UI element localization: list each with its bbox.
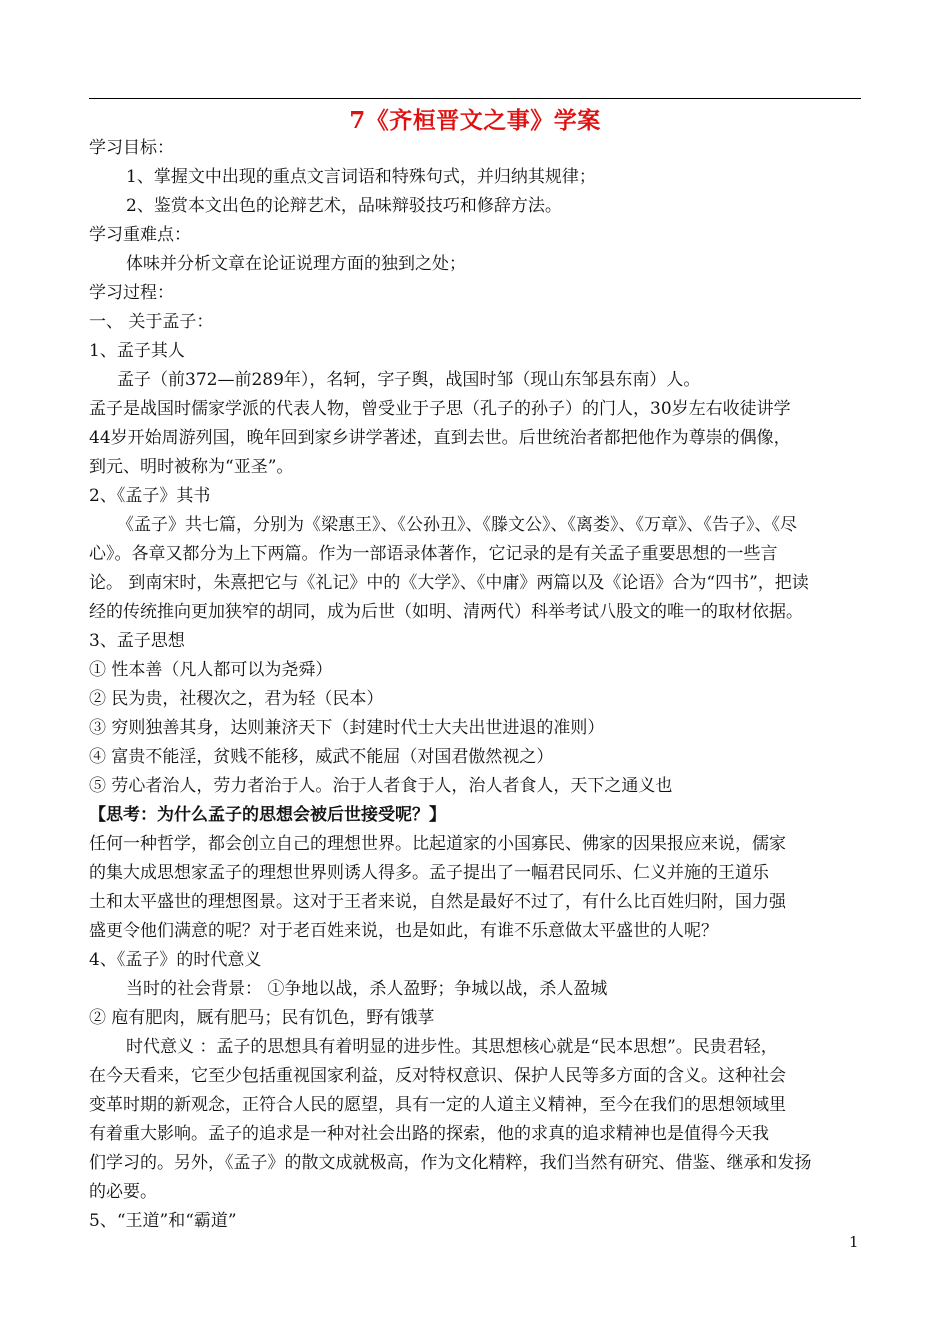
thought-item-5: ⑤ 劳心者治人，劳力者治于人。治于人者食于人，治人者食人，天下之通义也 — [89, 776, 673, 796]
thought-item-1: ① 性本善（凡人都可以为尧舜） — [89, 660, 333, 680]
paragraph-line: 经的传统推向更加狭窄的胡同，成为后世（如明、清两代）科举考试八股文的唯一的取材依据。 — [89, 602, 803, 622]
section-heading-process: 学习过程： — [89, 283, 174, 303]
paragraph-line: 在今天看来，它至少包括重视国家利益，反对特权意识、保护人民等多方面的含义。这种社会 — [89, 1066, 786, 1086]
objective-1: 1、掌握文中出现的重点文言词语和特殊句式，并归纳其规律； — [126, 167, 596, 187]
thought-item-2: ② 民为贵，社稷次之，君为轻（民本） — [89, 689, 384, 709]
thought-item-4: ④ 富贵不能淫，贫贱不能移，威武不能屈（对国君傲然视之） — [89, 747, 554, 767]
paragraph-line: 盛更令他们满意的呢？对于老百姓来说，也是如此，有谁不乐意做太平盛世的人呢？ — [89, 921, 718, 941]
paragraph-line: 们学习的。另外，《孟子》的散文成就极高，作为文化精粹，我们当然有研究、借鉴、继承和发扬 — [89, 1153, 812, 1173]
subheading-mencius-book: 2、《孟子》其书 — [89, 486, 211, 506]
paragraph-line: 的集大成思想家孟子的理想世界则诱人得多。孟子提出了一幅君民同乐、仁义并施的王道乐 — [89, 863, 769, 883]
paragraph-line: 心》。各章又都分为上下两篇。作为一部语录体著作，它记录的是有关孟子重要思想的一些言 — [89, 544, 778, 564]
paragraph-line: 有着重大影响。孟子的追求是一种对社会出路的探索，他的求真的追求精神也是值得今天我 — [89, 1124, 769, 1144]
objective-2: 2、鉴赏本文出色的论辩艺术，品味辩驳技巧和修辞方法。 — [126, 196, 562, 216]
paragraph-line: 时代意义 ：孟子的思想具有着明显的进步性。其思想核心就是“民本思想”。民贵君轻， — [126, 1037, 778, 1057]
paragraph-line: 变革时期的新观念，正符合人民的愿望，具有一定的人道主义精神，至今在我们的思想领域里 — [89, 1095, 786, 1115]
paragraph-line: 到元、明时被称为“亚圣”。 — [89, 457, 294, 477]
subheading-kingly-hegemonic: 5、“王道”和“霸道” — [89, 1211, 237, 1231]
thought-item-3: ③ 穷则独善其身，达则兼济天下（封建时代士大夫出世进退的准则） — [89, 718, 605, 738]
document-title: 7《齐桓晋文之事》学案 — [349, 107, 601, 134]
paragraph-line: 孟子是战国时儒家学派的代表人物，曾受业于子思（孔子的孙子）的门人，30岁左右收徒讲学 — [89, 399, 791, 419]
paragraph-line: 的必要。 — [89, 1182, 157, 1202]
paragraph-line: 论。 到南宋时，朱熹把它与《礼记》中的《大学》、《中庸》两篇以及《论语》合为“四书”，把读 — [89, 573, 809, 593]
think-question: 【思考：为什么孟子的思想会被后世接受呢？】 — [89, 805, 446, 825]
paragraph-line: ② 庖有肥肉，厩有肥马；民有饥色，野有饿莩 — [89, 1008, 435, 1028]
paragraph-line: 当时的社会背景： ①争地以战，杀人盈野；争城以战，杀人盈城 — [126, 979, 608, 999]
key-point-text: 体味并分析文章在论证说理方面的独到之处； — [126, 254, 466, 274]
page-number: 1 — [849, 1233, 859, 1251]
section-heading-key-points: 学习重难点： — [89, 225, 191, 245]
paragraph-line: 《孟子》共七篇，分别为《梁惠王》、《公孙丑》、《滕文公》、《离娄》、《万章》、《告子》、《尽 — [117, 515, 797, 535]
paragraph-line: 孟子（前372—前289年），名轲，字子舆，战国时邹（现山东邹县东南）人。 — [117, 370, 701, 390]
subheading-mencius-person: 1、孟子其人 — [89, 341, 185, 361]
part-1-heading: 一、 关于孟子： — [89, 312, 214, 332]
paragraph-line: 任何一种哲学，都会创立自己的理想世界。比起道家的小国寡民、佛家的因果报应来说，儒家 — [89, 834, 786, 854]
paragraph-line: 土和太平盛世的理想图景。这对于王者来说，自然是最好不过了，有什么比百姓归附，国力强 — [89, 892, 786, 912]
section-heading-objectives: 学习目标： — [89, 138, 174, 158]
subheading-mencius-thought: 3、孟子思想 — [89, 631, 185, 651]
subheading-era-significance: 4、《孟子》的时代意义 — [89, 950, 262, 970]
paragraph-line: 44岁开始周游列国，晚年回到家乡讲学著述，直到去世。后世统治者都把他作为尊崇的偶像， — [89, 428, 791, 448]
header-rule — [89, 98, 861, 99]
